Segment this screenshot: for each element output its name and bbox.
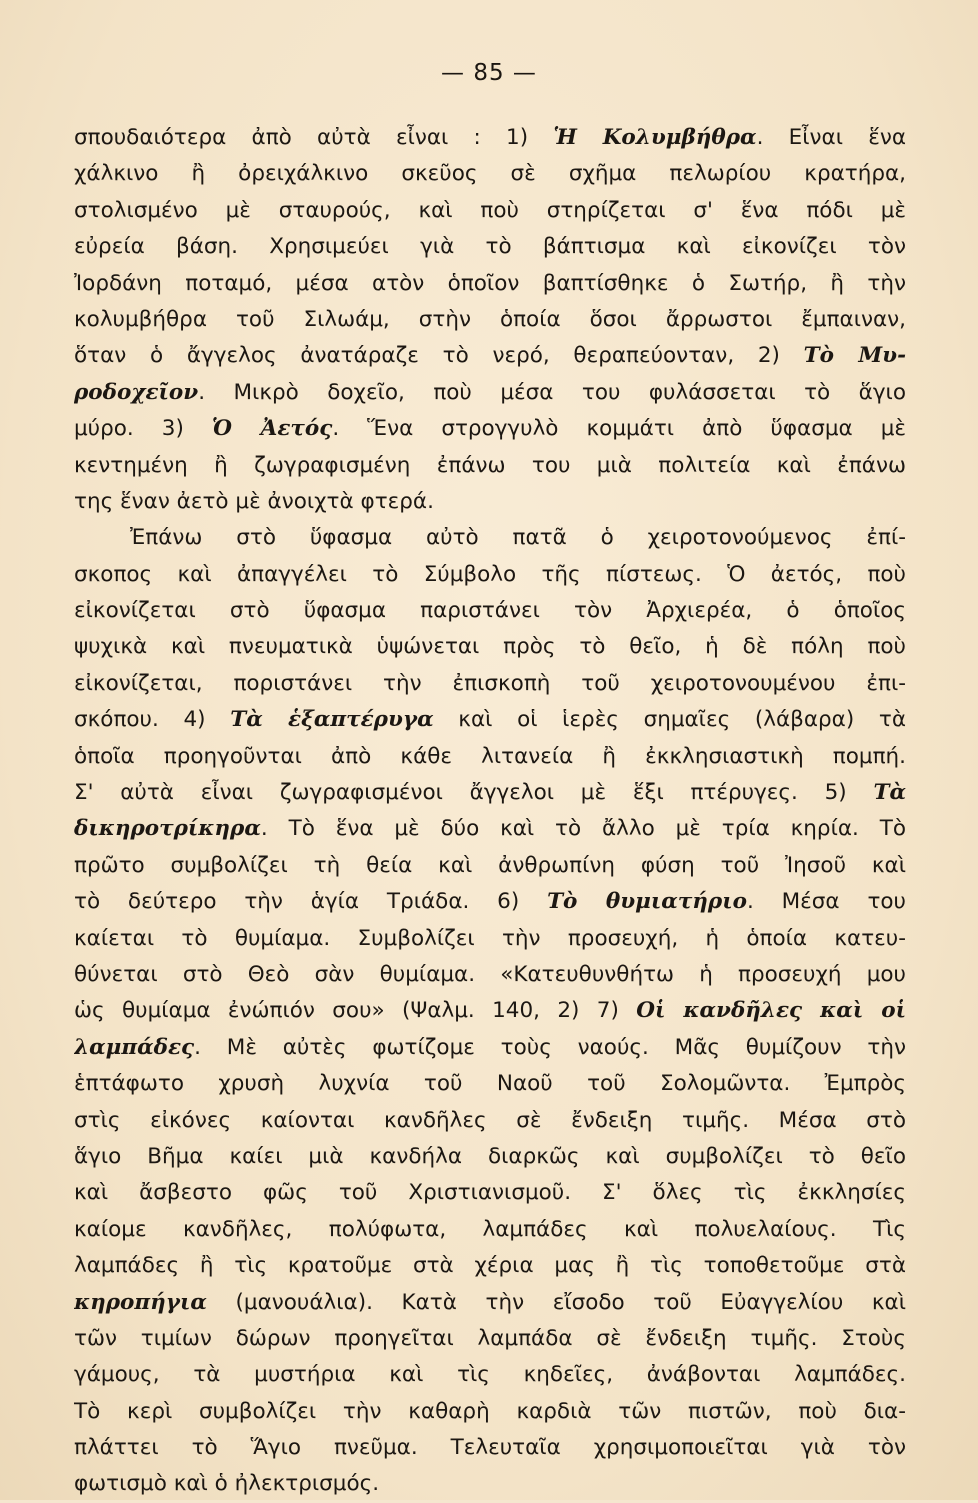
text-line: [74, 993, 906, 1029]
text-segment: . Εἶναι ἕνα: [756, 125, 906, 150]
text-segment: Ἐπάνω στὸ ὕφασμα αὐτὸ πατᾶ ὁ χειροτονούμενος ἐπί-: [130, 525, 906, 551]
term-heading: Τὰ ἑξαπτέρυγα: [230, 707, 434, 733]
text-segment: θύνεται στὸ Θεὸ σὰν θυμίαμα. «Κατευθυνθήτω ἡ προσευχή μου: [74, 961, 906, 987]
text-line: [74, 884, 906, 920]
text-line: [74, 811, 906, 847]
body-text: [74, 120, 906, 1503]
text-line: [74, 557, 906, 593]
text-segment: σκοπος καὶ ἀπαγγέλει τὸ Σύμβολο τῆς πίστεως. Ὁ ἀετός, ποὺ: [74, 561, 906, 587]
text-segment: σπουδαιότερα ἀπὸ αὐτὰ εἶναι : 1): [74, 125, 554, 150]
text-segment: σκόπου. 4): [74, 707, 231, 733]
text-line: [74, 1430, 906, 1466]
text-segment: κεντημένη ἢ ζωγραφισμένη ἐπάνω του μιὰ πολιτεία καὶ ἐπάνω: [74, 452, 906, 478]
term-heading: Ὁ Ἀετός: [211, 416, 333, 442]
text-line: [74, 1212, 906, 1248]
text-line: [74, 702, 906, 738]
text-segment: Ἰορδάνη ποταμό, μέσα ατὸν ὁποῖον βαπτίσθηκε ὁ Σωτήρ, ἢ τὴν: [74, 270, 906, 296]
text-line: [74, 1394, 906, 1430]
text-segment: ὅταν ὁ ἄγγελος ἀνατάραζε τὸ νερό, θεραπεύονταν, 2): [74, 343, 804, 369]
text-line: [74, 1066, 906, 1102]
text-segment: μύρο. 3): [74, 416, 212, 442]
text-line: [74, 921, 906, 957]
text-line: [74, 156, 906, 192]
term-heading: Οἱ κανδῆλες καὶ οἱ: [636, 998, 906, 1024]
term-heading: Τὸ θυμιατήριο: [547, 889, 747, 915]
text-line: [74, 193, 906, 229]
text-segment: τῶν τιμίων δώρων προηγεῖται λαμπάδα σὲ ἔνδειξη τιμῆς. Στοὺς: [74, 1325, 906, 1351]
text-line: [74, 302, 906, 338]
text-line: [74, 520, 906, 556]
text-segment: καίεται τὸ θυμίαμα. Συμβολίζει τὴν προσευχή, ἡ ὁποία κατευ-: [74, 925, 906, 951]
text-segment: εὐρεία βάση. Χρησιμεύει γιὰ τὸ βάπτισμα καὶ εἰκονίζει τὸν: [74, 234, 906, 260]
text-segment: ἅγιο Βῆμα καίει μιὰ κανδήλα διαρκῶς καὶ συμβολίζει τὸ θεῖο: [74, 1143, 906, 1169]
text-segment: Σ' αὐτὰ εἶναι ζωγραφισμένοι ἄγγελοι μὲ ἕξι πτέρυγες. 5): [74, 780, 874, 806]
text-segment: . Μέσα του: [746, 889, 906, 915]
text-line: [74, 1175, 906, 1211]
text-line: [74, 629, 906, 665]
text-line: [74, 1357, 906, 1393]
text-line: [74, 1321, 906, 1357]
text-line: [74, 1285, 906, 1321]
text-segment: εἰκονίζεται στὸ ὕφασμα παριστάνει τὸν Ἀρχιερέα, ὁ ὁποῖος: [74, 598, 906, 624]
text-segment: καὶ ἄσβεστο φῶς τοῦ Χριστιανισμοῦ. Σ' ὅλες τὶς ἐκκλησίες: [74, 1180, 906, 1206]
text-segment: Τὸ κερὶ συμβολίζει τὴν καθαρὴ καρδιὰ τῶν πιστῶν, ποὺ δια-: [74, 1398, 906, 1424]
text-segment: κολυμβήθρα τοῦ Σιλωάμ, στὴν ὁποία ὅσοι ἄρρωστοι ἔμπαιναν,: [74, 306, 906, 332]
page-number: — 85 —: [441, 60, 537, 86]
text-segment: της ἕναν ἀετὸ μὲ ἀνοιχτὰ φτερά.: [74, 488, 434, 514]
text-line: [74, 1139, 906, 1175]
text-segment: γάμους, τὰ μυστήρια καὶ τὶς κηδεῖες, ἀνάβονται λαμπάδες.: [74, 1362, 906, 1388]
term-heading: Τὸ Μυ-: [803, 343, 906, 369]
text-segment: καὶ οἱ ἱερὲς σημαῖες (λάβαρα) τὰ: [433, 707, 906, 733]
text-segment: χάλκινο ἢ ὀρειχάλκινο σκεῦος σὲ σχῆμα πελωρίου κρατήρα,: [74, 161, 906, 187]
text-segment: . Ἕνα στρογγυλὸ κομμάτι ἀπὸ ὕφασμα μὲ: [332, 416, 906, 442]
text-segment: ὡς θυμίαμα ἐνώπιόν σου» (Ψαλμ. 140, 2) 7): [74, 998, 637, 1024]
text-segment: (μανουάλια). Κατὰ τὴν εἴσοδο τοῦ Εὐαγγελίου καὶ: [206, 1289, 906, 1315]
text-segment: πρῶτο συμβολίζει τὴ θεία καὶ ἀνθρωπίνη φύση τοῦ Ἰησοῦ καὶ: [74, 852, 906, 878]
term-heading: λαμπάδες: [74, 1034, 195, 1060]
text-segment: . Τὸ ἕνα μὲ δύο καὶ τὸ ἄλλο μὲ τρία κηρία. Τὸ: [260, 816, 906, 842]
text-segment: ἑπτάφωτο χρυσὴ λυχνία τοῦ Ναοῦ τοῦ Σολομῶντα. Ἐμπρὸς: [74, 1071, 906, 1097]
text-line: [74, 338, 906, 374]
term-heading: κηροπήγια: [74, 1289, 207, 1315]
text-line: [74, 775, 906, 811]
text-segment: ψυχικὰ καὶ πνευματικὰ ὑψώνεται πρὸς τὸ θεῖο, ἡ δὲ πόλη ποὺ: [74, 634, 906, 660]
text-line: [74, 593, 906, 629]
term-heading: Τὰ: [873, 780, 906, 806]
text-line: [74, 375, 906, 411]
text-segment: . Μὲ αὐτὲς φωτίζομε τοὺς ναούς. Μᾶς θυμίζουν τὴν: [194, 1034, 906, 1060]
text-line: [74, 848, 906, 884]
term-heading: Ἡ Κολυμβήθρα: [553, 125, 757, 150]
text-segment: στὶς εἰκόνες καίονται κανδῆλες σὲ ἔνδειξη τιμῆς. Μέσα στὸ: [74, 1107, 906, 1133]
text-segment: πλάττει τὸ Ἅγιο πνεῦμα. Τελευταῖα χρησιμοποιεῖται γιὰ τὸν: [74, 1435, 906, 1461]
text-line: [74, 120, 906, 156]
text-line: [74, 266, 906, 302]
term-heading: δικηροτρίκηρα: [74, 816, 261, 842]
text-segment: φωτισμὸ καὶ ὁ ἠλεκτρισμός.: [74, 1471, 380, 1497]
text-line: [74, 411, 906, 447]
text-line: [74, 666, 906, 702]
term-heading: ροδοχεῖον: [74, 379, 199, 405]
text-segment: εἰκονίζεται, πoριστάνει τὴν ἐπισκοπὴ τοῦ χειροτονουμένου ἐπι-: [74, 670, 906, 696]
text-line: [74, 957, 906, 993]
text-segment: τὸ δεύτερο τὴν ἁγία Τριάδα. 6): [74, 889, 548, 915]
text-line: [74, 1466, 906, 1502]
text-segment: στολισμένο μὲ σταυρούς, καὶ ποὺ στηρίζεται σ' ἕνα πόδι μὲ: [74, 197, 906, 223]
text-line: [74, 484, 906, 520]
text-line: [74, 448, 906, 484]
text-line: [74, 1103, 906, 1139]
text-segment: καίομε κανδῆλες, πολύφωτα, λαμπάδες καὶ πολυελαίους. Τὶς: [74, 1216, 906, 1242]
text-line: [74, 1030, 906, 1066]
text-segment: . Μικρὸ δοχεῖο, ποὺ μέσα του φυλάσσεται τὸ ἅγιο: [198, 379, 906, 405]
text-line: [74, 739, 906, 775]
text-line: [74, 229, 906, 265]
text-segment: ὁποῖα προηγοῦνται ἀπὸ κάθε λιτανεία ἢ ἐκκλησιαστικὴ πομπή.: [74, 743, 906, 769]
text-segment: λαμπάδες ἢ τὶς κρατοῦμε στὰ χέρια μας ἢ τὶς τοποθετοῦμε στὰ: [74, 1253, 906, 1279]
text-line: [74, 1248, 906, 1284]
